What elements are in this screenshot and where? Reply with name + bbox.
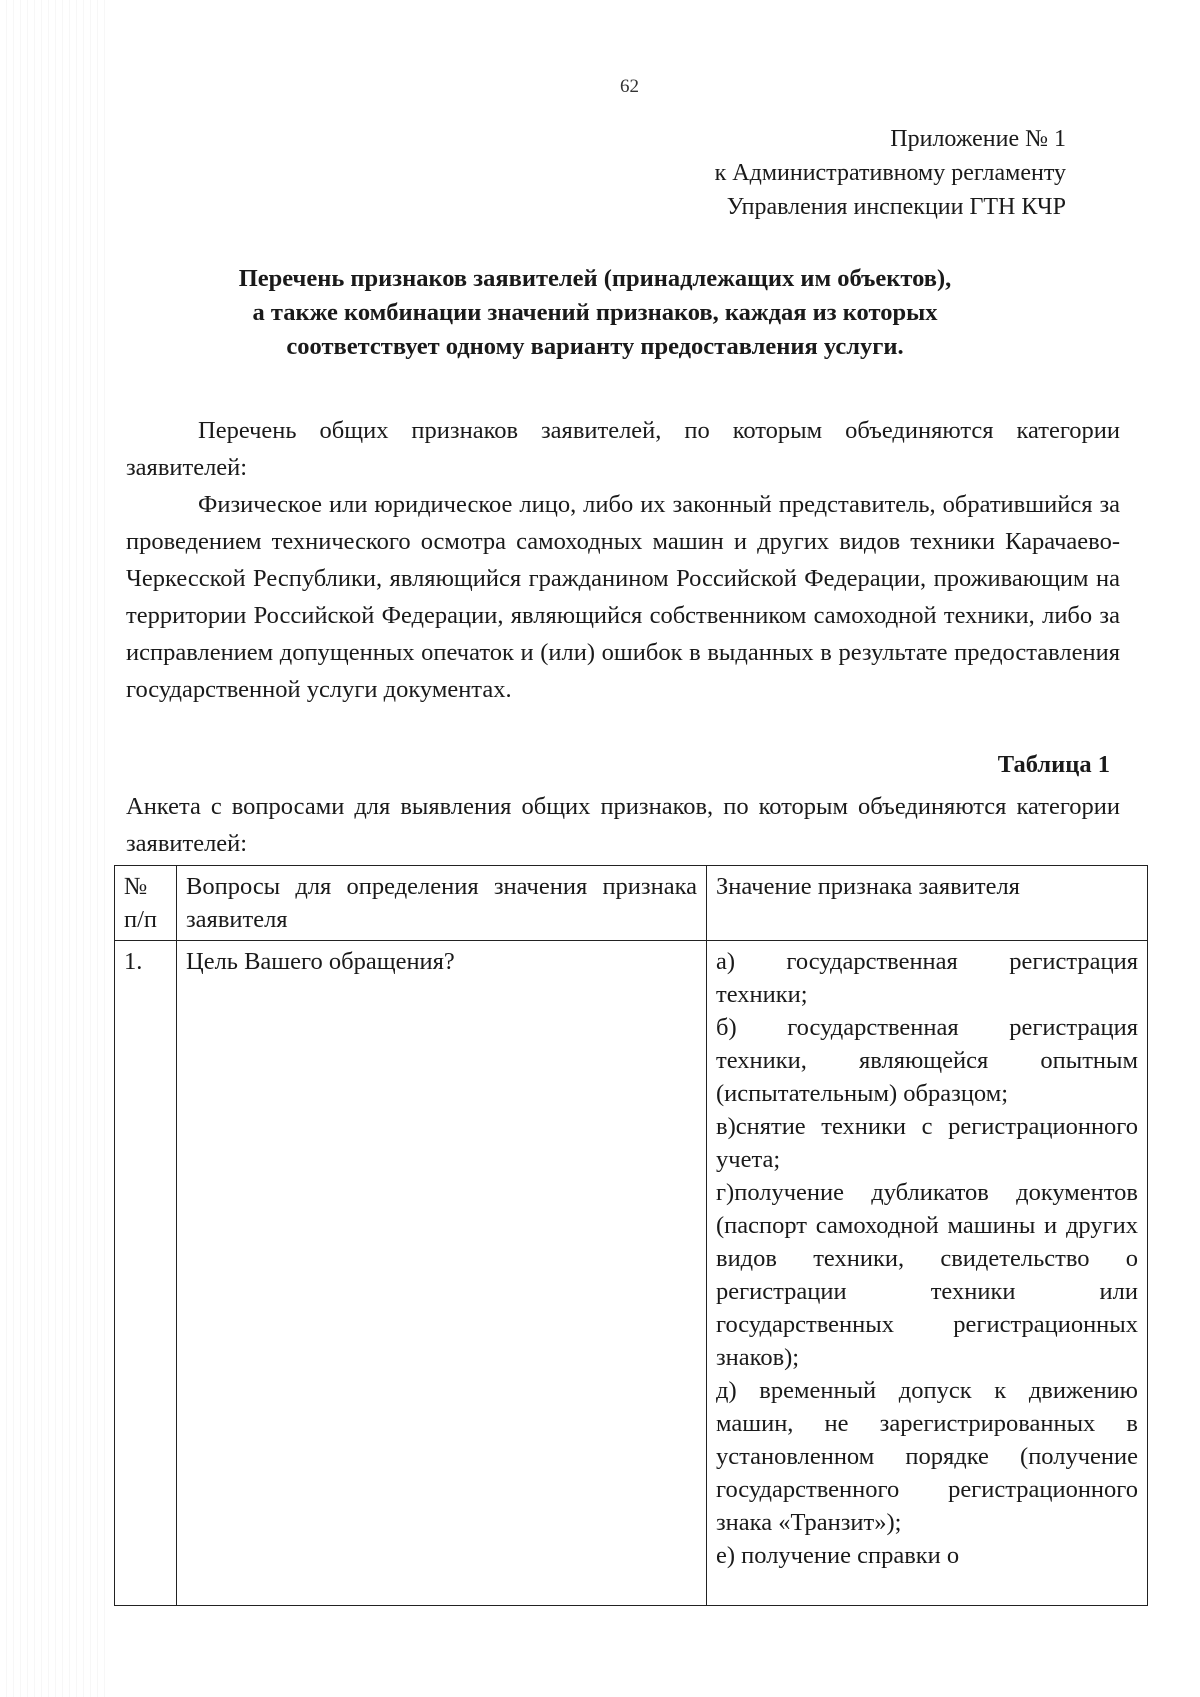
- document-title: [130, 262, 1060, 364]
- paragraph-general-signs: Перечень общих признаков заявителей, по которым объединяются категории заявителей:: [126, 417, 1120, 481]
- title-line-1: Перечень признаков заявителей (принадлежащих им объектов),: [238, 265, 952, 292]
- row-question: Цель Вашего обращения?: [177, 941, 707, 1606]
- table-row: [115, 941, 1148, 1606]
- questionnaire-table: [114, 865, 1148, 1606]
- title-line-3: соответствует одному варианту предоставления услуги.: [286, 333, 904, 360]
- title-line-2: а также комбинации значений признаков, каждая из которых: [252, 299, 938, 326]
- header-question: Вопросы для определения значения признака заявителя: [177, 866, 707, 941]
- paragraph-applicant-description: Физическое или юридическое лицо, либо их законный представитель, обратившийся за проведением технического осмотра самоходных машин и других видов техники Карачаево-Черкесской Республики, являющийся гражданином Российской Федерации, проживающим на территории Российской Федерации, являющийся собственником самоходной техники, либо за исправлением допущенных опечаток и (или) ошибок в выданных в результате предоставления государственной услуги документах.: [126, 491, 1120, 703]
- row-answers: [707, 941, 1148, 1606]
- answer-item: а) государственная регистрация техники;: [716, 948, 1138, 1008]
- table-header-row: [115, 866, 1148, 941]
- header-value: Значение признака заявителя: [707, 866, 1148, 941]
- appendix-line-3: Управления инспекции ГТН КЧР: [726, 194, 1066, 220]
- appendix-line-1: Приложение № 1: [890, 126, 1066, 152]
- appendix-header: [715, 122, 1066, 224]
- header-num: № п/п: [115, 866, 177, 941]
- answer-item: е) получение справки о: [716, 1542, 960, 1569]
- answer-item: б) государственная регистрация техники, являющейся опытным (испытательным) образцом;: [716, 1014, 1138, 1107]
- row-num: 1.: [115, 941, 177, 1606]
- scan-edge-artifact: [0, 0, 110, 1697]
- table-label: Таблица 1: [997, 751, 1110, 778]
- page-number: 62: [620, 76, 639, 97]
- answer-item: г)получение дубликатов документов (паспорт самоходной машины и других видов техники, свидетельство о регистрации техники или государственных регистрационных знаков);: [716, 1179, 1138, 1371]
- answer-item: в)снятие техники с регистрационного учета;: [716, 1113, 1138, 1173]
- answer-item: д) временный допуск к движению машин, не зарегистрированных в установленном порядке (получение государственного регистрационного знака «Транзит»);: [716, 1377, 1138, 1536]
- appendix-line-2: к Административному регламенту: [714, 160, 1066, 186]
- table-caption: Анкета с вопросами для выявления общих признаков, по которым объединяются категории заявителей:: [126, 793, 1120, 857]
